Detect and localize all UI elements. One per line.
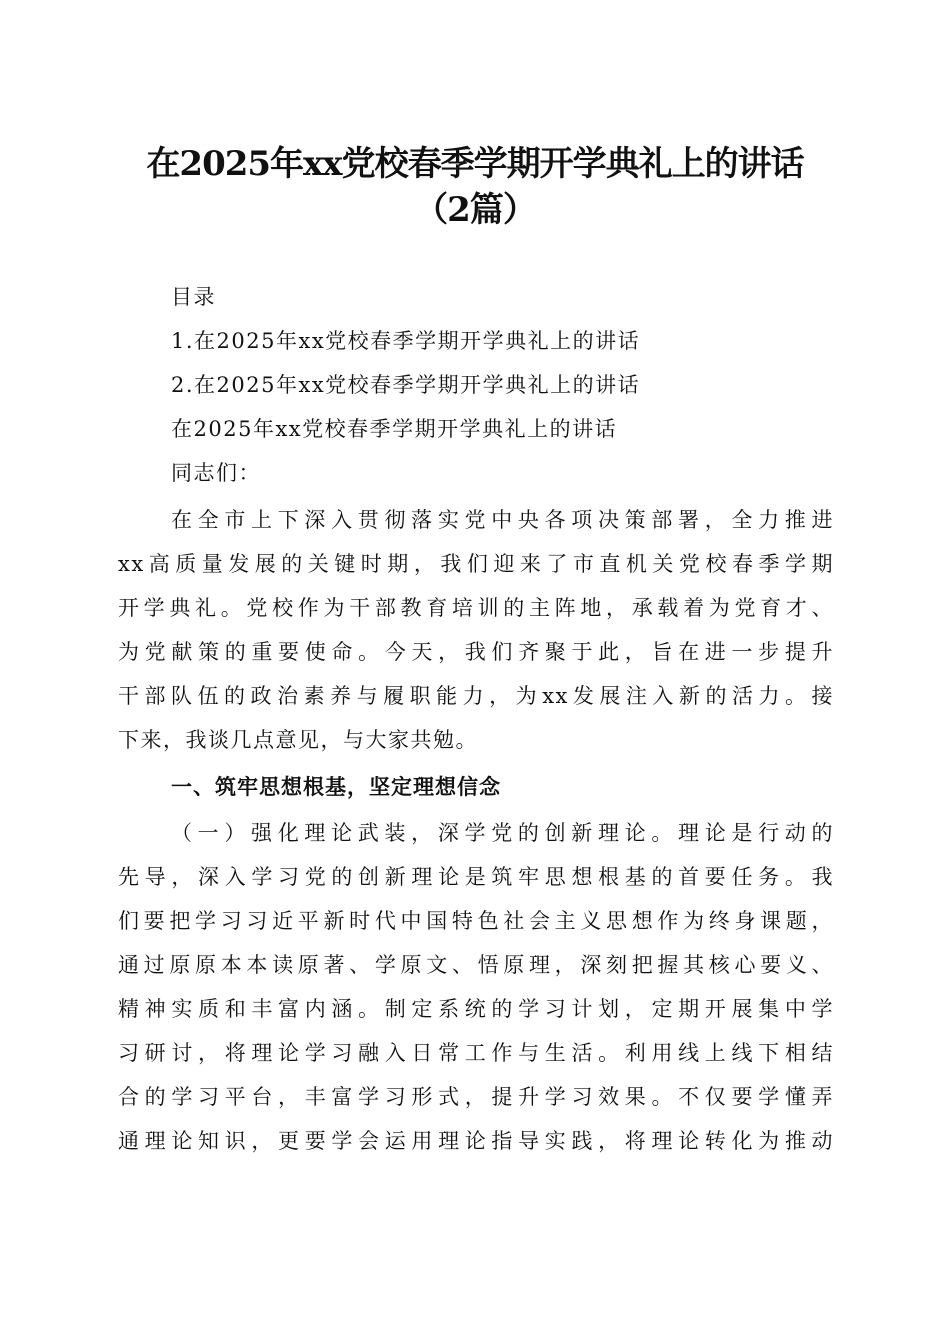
speech-title: 在2025年xx党校春季学期开学典礼上的讲话: [171, 417, 618, 441]
toc-heading: 目录: [171, 285, 216, 309]
document-title-subtitle: （2篇）: [414, 190, 536, 230]
paragraph-line: xx高质量发展的关键时期，我们迎来了市直机关党校春季学期: [118, 552, 834, 576]
paragraph-line: 先导，深入学习党的创新理论是筑牢思想根基的首要任务。我: [118, 865, 834, 889]
toc-item: 2.在2025年xx党校春季学期开学典礼上的讲话: [171, 373, 641, 397]
document-title: 在2025年xx党校春季学期开学典礼上的讲话: [146, 144, 804, 184]
section-heading: 一、筑牢思想根基，坚定理想信念: [171, 775, 501, 799]
paragraph-line: 通过原原本本读原著、学原文、悟原理，深刻把握其核心要义、: [118, 953, 834, 977]
paragraph-line: 通理论知识，更要学会运用理论指导实践，将理论转化为推动: [118, 1129, 834, 1153]
paragraph-line: 干部队伍的政治素养与履职能力，为xx发展注入新的活力。接: [118, 684, 834, 708]
toc-item: 1.在2025年xx党校春季学期开学典礼上的讲话: [171, 329, 641, 353]
paragraph-line: 们要把学习习近平新时代中国特色社会主义思想作为终身课题，: [118, 909, 834, 933]
paragraph-line: 为党献策的重要使命。今天，我们齐聚于此，旨在进一步提升: [118, 640, 834, 664]
salutation: 同志们：: [171, 461, 261, 485]
paragraph-line: 在全市上下深入贯彻落实党中央各项决策部署，全力推进: [171, 508, 834, 532]
paragraph-line: 习研讨，将理论学习融入日常工作与生活。利用线上线下相结: [118, 1041, 834, 1065]
paragraph-line: 下来，我谈几点意见，与大家共勉。: [118, 728, 478, 752]
paragraph-line: （一）强化理论武装，深学党的创新理论。理论是行动的: [171, 821, 834, 845]
paragraph-line: 合的学习平台，丰富学习形式，提升学习效果。不仅要学懂弄: [118, 1085, 834, 1109]
paragraph-line: 开学典礼。党校作为干部教育培训的主阵地，承载着为党育才、: [118, 596, 834, 620]
paragraph-line: 精神实质和丰富内涵。制定系统的学习计划，定期开展集中学: [118, 997, 834, 1021]
